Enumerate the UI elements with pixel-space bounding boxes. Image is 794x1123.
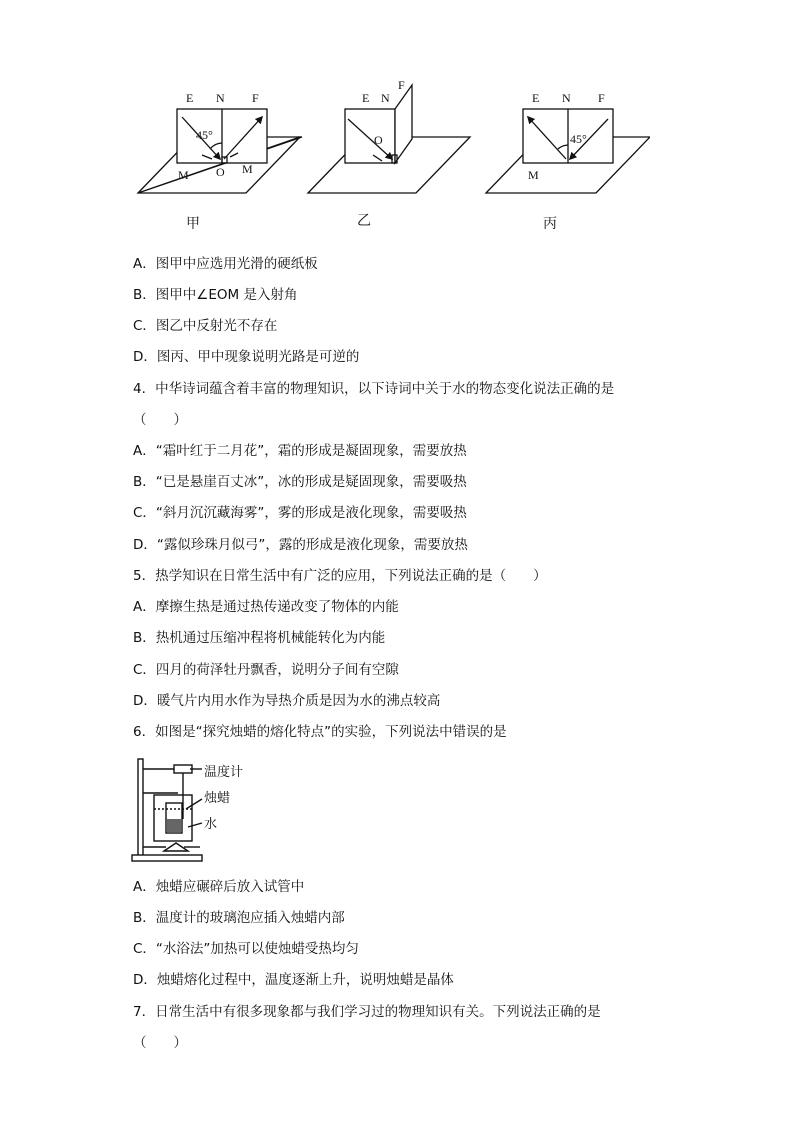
- label-e-jia: E: [186, 91, 194, 105]
- q3-option-d: D．图丙、甲中现象说明光路是可逆的: [133, 349, 360, 365]
- q3-option-a: A．图甲中应选用光滑的硬纸板: [133, 256, 318, 272]
- label-e-bing: E: [532, 91, 540, 105]
- q6-option-c: C．“水浴法”加热可以使烛蜡受热均匀: [133, 941, 359, 957]
- q4-option-c: C．“斜月沉沉藏海雾”，雾的形成是液化现象，需要吸热: [133, 505, 467, 521]
- label-m2-jia: M: [242, 162, 253, 176]
- q4-stem: 4．中华诗词蕴含着丰富的物理知识，以下诗词中关于水的物态变化说法正确的是: [133, 381, 615, 397]
- q6-stem: 6．如图是“探究烛蜡的熔化特点”的实验，下列说法中错误的是: [133, 724, 507, 740]
- q5-option-b: B．热机通过压缩冲程将机械能转化为内能: [133, 630, 386, 646]
- q5-option-d: D．暖气片内用水作为导热介质是因为水的沸点较高: [133, 693, 441, 709]
- q5-stem: 5．热学知识在日常生活中有广泛的应用，下列说法正确的是（ ）: [133, 568, 547, 584]
- label-o-yi: O: [374, 133, 383, 147]
- q4-option-d: D．“露似珍珠月似弓”，露的形成是液化现象，需要放热: [133, 537, 468, 553]
- q6-option-a: A．烛蜡应碾碎后放入试管中: [133, 879, 305, 895]
- label-o-jia: O: [216, 165, 225, 179]
- label-n-bing: N: [562, 91, 571, 105]
- label-angle-bing: 45°: [570, 132, 587, 146]
- label-n-jia: N: [216, 91, 225, 105]
- q6-option-b: B．温度计的玻璃泡应插入烛蜡内部: [133, 910, 345, 926]
- label-f-yi: F: [398, 78, 405, 92]
- label-f-jia: F: [252, 91, 259, 105]
- q3-option-b: B．图甲中∠EOM 是入射角: [133, 287, 298, 303]
- reflection-experiment-figure: [130, 75, 650, 205]
- label-n-yi: N: [381, 91, 390, 105]
- q4-option-b: B．“已是悬崖百丈冰”，冰的形成是疑固现象，需要吸热: [133, 474, 467, 490]
- figure-jia: [138, 109, 302, 193]
- q3-option-c: C．图乙中反射光不存在: [133, 318, 278, 334]
- label-angle-jia: 45°: [196, 128, 213, 142]
- q4-blank: （ ）: [133, 412, 187, 428]
- label-thermometer: 温度计: [204, 765, 244, 780]
- q4-option-a: A．“霜叶红于二月花”，霜的形成是凝固现象，需要放热: [133, 443, 467, 459]
- q5-option-c: C．四月的荷泽牡丹飘香，说明分子间有空隙: [133, 662, 399, 678]
- caption-jia: 甲: [186, 216, 200, 232]
- label-f-bing: F: [598, 91, 605, 105]
- caption-yi: 乙: [357, 213, 371, 229]
- q6-option-d: D．烛蜡熔化过程中，温度逐渐上升，说明烛蜡是晶体: [133, 972, 454, 988]
- label-e-yi: E: [362, 91, 370, 105]
- label-water: 水: [204, 817, 218, 832]
- figure-bing: [486, 109, 650, 193]
- label-m-bing: M: [528, 168, 539, 182]
- label-m-jia: M: [178, 168, 189, 182]
- q7-stem: 7．日常生活中有很多现象都与我们学习过的物理知识有关。下列说法正确的是: [133, 1004, 601, 1020]
- q7-blank: （ ）: [133, 1035, 187, 1051]
- q5-option-a: A．摩擦生热是通过热传递改变了物体的内能: [133, 599, 399, 615]
- label-wax: 烛蜡: [204, 791, 231, 806]
- caption-bing: 丙: [543, 216, 557, 232]
